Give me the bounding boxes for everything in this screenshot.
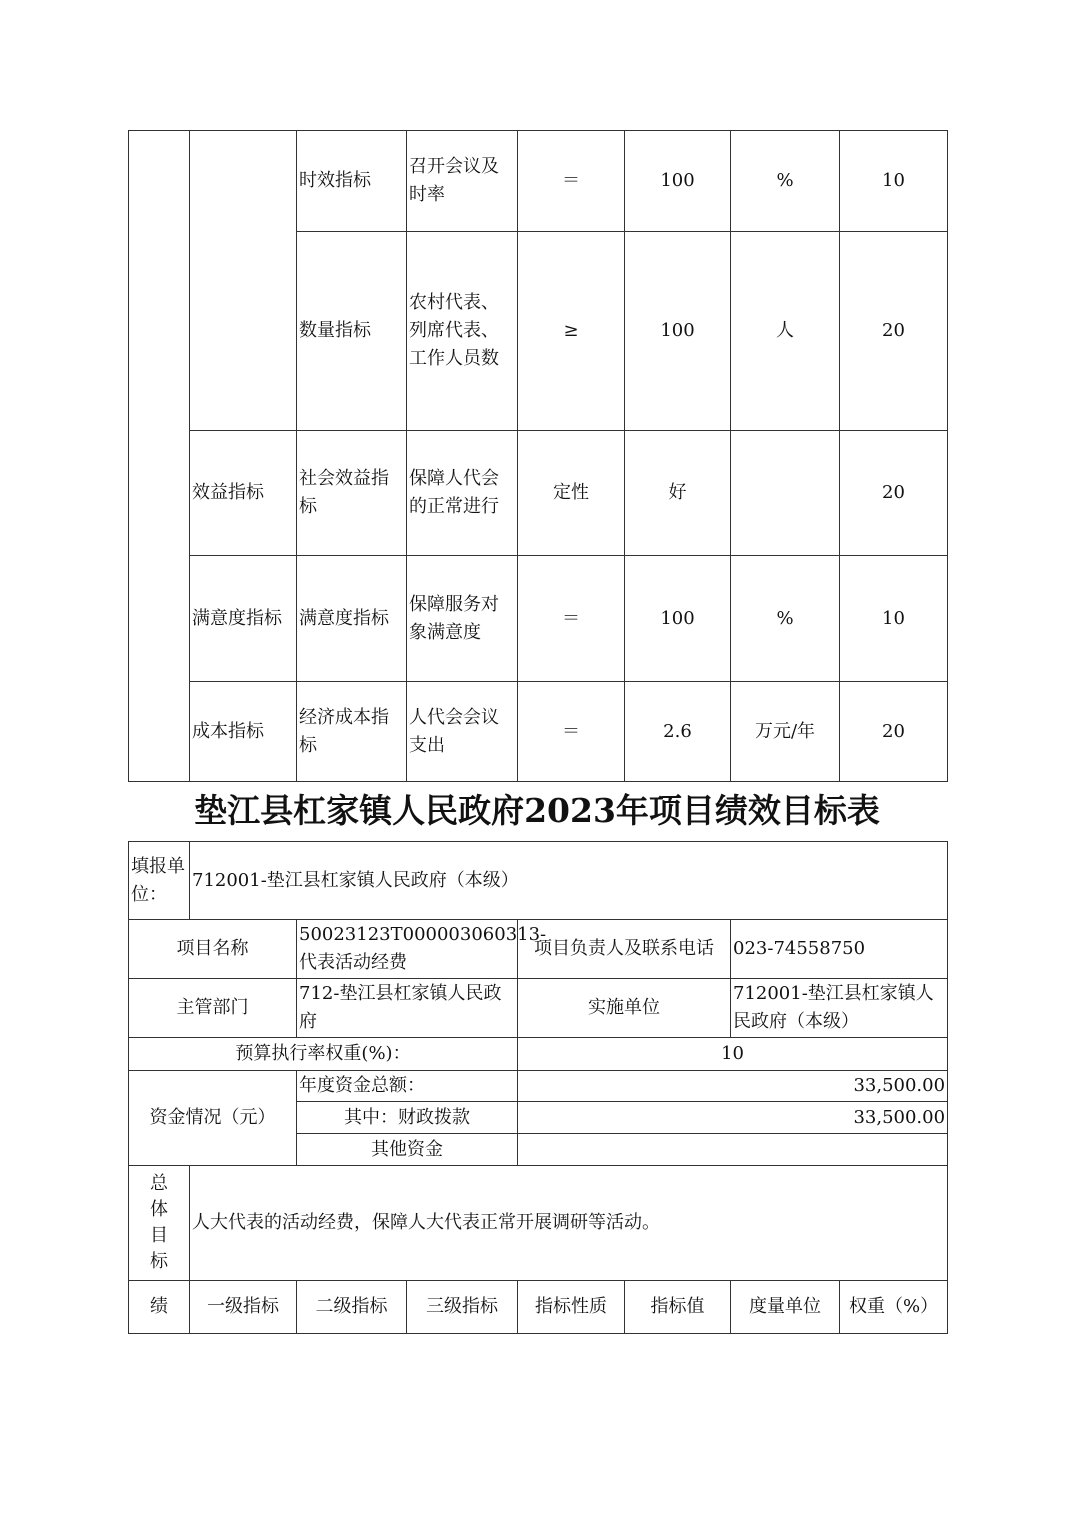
weight-cell: 20 xyxy=(840,431,948,556)
value-cell: 100 xyxy=(625,232,731,431)
funds-label: 资金情况（元） xyxy=(129,1071,297,1166)
level2-cell: 经济成本指标 xyxy=(297,682,407,782)
goal-label-char: 标 xyxy=(150,1251,168,1272)
header-unit: 度量单位 xyxy=(731,1281,840,1334)
fill-unit-label: 填报单位： xyxy=(129,842,190,920)
header-weight: 权重（%） xyxy=(840,1281,948,1334)
weight-cell: 20 xyxy=(840,232,948,431)
header-performance: 绩 xyxy=(129,1281,190,1334)
header-level2: 二级指标 xyxy=(297,1281,407,1334)
level3-cell: 保障服务对象满意度 xyxy=(407,556,518,682)
dept-value: 712-垫江县杠家镇人民政府 xyxy=(297,979,518,1038)
impl-value: 712001-垫江县杠家镇人民政府（本级） xyxy=(731,979,948,1038)
header-nature: 指标性质 xyxy=(518,1281,625,1334)
unit-cell: 万元/年 xyxy=(731,682,840,782)
goal-value: 人大代表的活动经费，保障人大代表正常开展调研等活动。 xyxy=(190,1166,948,1281)
level3-cell: 农村代表、列席代表、工作人员数 xyxy=(407,232,518,431)
goal-label-char: 目 xyxy=(150,1225,168,1246)
level2-cell: 满意度指标 xyxy=(297,556,407,682)
weight-cell: 20 xyxy=(840,682,948,782)
goal-label xyxy=(129,1166,190,1281)
weight-cell: 10 xyxy=(840,131,948,232)
table-row xyxy=(129,1166,948,1281)
contact-value: 023-74558750 xyxy=(731,920,948,979)
nature-cell: ＝ xyxy=(518,556,625,682)
other-funds-label: 其他资金 xyxy=(297,1134,518,1166)
table-row xyxy=(129,682,948,782)
fiscal-label: 其中：财政拨款 xyxy=(297,1102,518,1134)
table-row xyxy=(129,920,948,979)
table-header-row xyxy=(129,1281,948,1334)
level3-cell: 召开会议及时率 xyxy=(407,131,518,232)
unit-cell: 人 xyxy=(731,232,840,431)
dept-label: 主管部门 xyxy=(129,979,297,1038)
fiscal-value: 33,500.00 xyxy=(518,1102,948,1134)
level3-cell: 人代会会议支出 xyxy=(407,682,518,782)
table-row xyxy=(129,131,948,232)
budget-rate-value: 10 xyxy=(518,1038,948,1071)
weight-cell: 10 xyxy=(840,556,948,682)
level1-cell: 效益指标 xyxy=(190,431,297,556)
table-row xyxy=(129,1038,948,1071)
project-name-value: 50023123T000003060313-代表活动经费 xyxy=(297,920,518,979)
header-level1: 一级指标 xyxy=(190,1281,297,1334)
budget-rate-label: 预算执行率权重(%)： xyxy=(129,1038,518,1071)
nature-cell: ＝ xyxy=(518,682,625,782)
unit-cell: % xyxy=(731,556,840,682)
table-row xyxy=(129,431,948,556)
level2-cell: 社会效益指标 xyxy=(297,431,407,556)
value-cell: 2.6 xyxy=(625,682,731,782)
table-row xyxy=(129,556,948,682)
other-funds-value xyxy=(518,1134,948,1166)
level3-cell: 保障人代会的正常进行 xyxy=(407,431,518,556)
fill-unit-value: 712001-垫江县杠家镇人民政府（本级） xyxy=(190,842,948,920)
table-cell xyxy=(190,131,297,431)
table-cell xyxy=(129,131,190,782)
page-title: 垫江县杠家镇人民政府2023年项目绩效目标表 xyxy=(194,791,880,830)
annual-total-label: 年度资金总额： xyxy=(297,1071,518,1102)
nature-cell: ≥ xyxy=(518,232,625,431)
level1-cell: 成本指标 xyxy=(190,682,297,782)
value-cell: 好 xyxy=(625,431,731,556)
value-cell: 100 xyxy=(625,131,731,232)
impl-label: 实施单位 xyxy=(518,979,731,1038)
header-level3: 三级指标 xyxy=(407,1281,518,1334)
project-name-label: 项目名称 xyxy=(129,920,297,979)
nature-cell: 定性 xyxy=(518,431,625,556)
value-cell: 100 xyxy=(625,556,731,682)
level2-cell: 时效指标 xyxy=(297,131,407,232)
unit-cell xyxy=(731,431,840,556)
table-row xyxy=(129,979,948,1038)
indicator-table-continued xyxy=(128,130,948,782)
level2-cell: 数量指标 xyxy=(297,232,407,431)
nature-cell: ＝ xyxy=(518,131,625,232)
unit-cell: % xyxy=(731,131,840,232)
contact-label: 项目负责人及联系电话 xyxy=(518,920,731,979)
goal-label-char: 体 xyxy=(150,1199,168,1220)
goal-label-char: 总 xyxy=(150,1173,168,1194)
level1-cell: 满意度指标 xyxy=(190,556,297,682)
performance-target-table xyxy=(128,841,948,1334)
table-row xyxy=(129,842,948,920)
table-row xyxy=(129,1071,948,1102)
header-value: 指标值 xyxy=(625,1281,731,1334)
annual-total-value: 33,500.00 xyxy=(518,1071,948,1102)
